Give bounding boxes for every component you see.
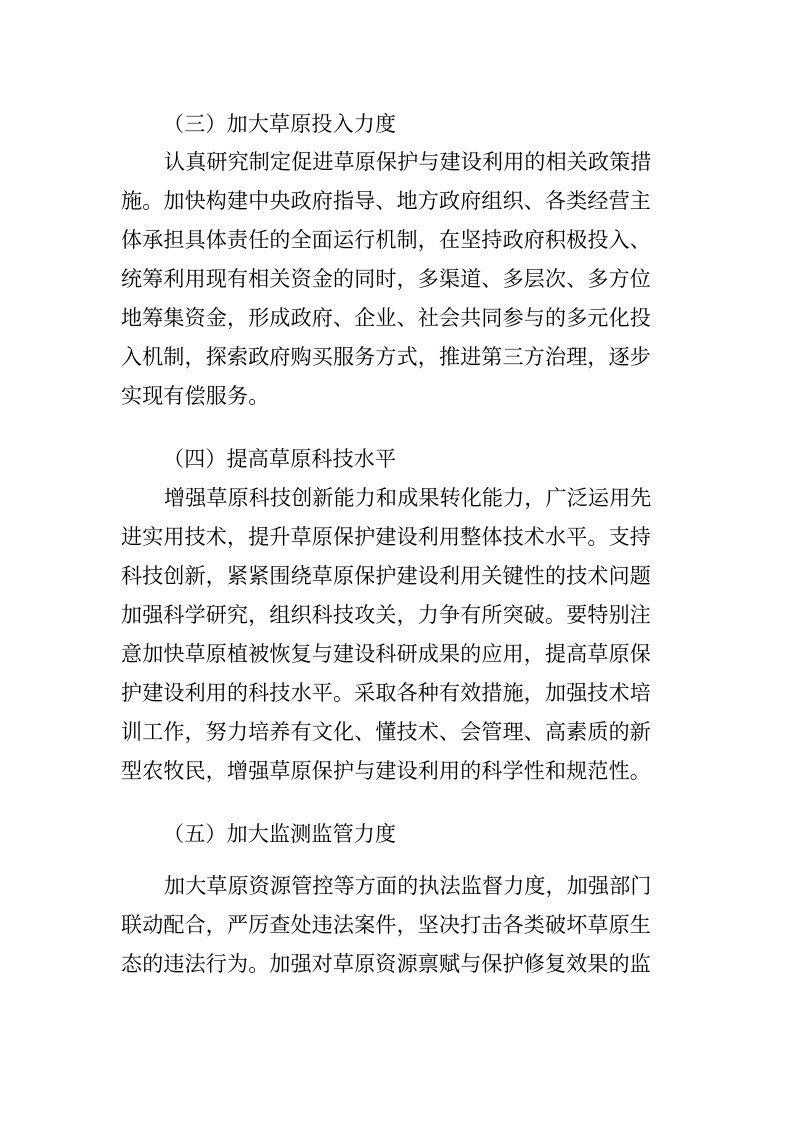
paragraph-line: 态的违法行为。加强对草原资源禀赋与保护修复效果的监	[121, 952, 651, 976]
paragraph-line: 科技创新，紧紧围绕草原保护建设利用关键性的技术问题	[121, 564, 651, 588]
paragraph-line: 认真研究制定促进草原保护与建设利用的相关政策措	[164, 150, 652, 174]
paragraph-line: 增强草原科技创新能力和成果转化能力，广泛运用先	[164, 486, 652, 510]
paragraph-line: 护建设利用的科技水平。采取各种有效措施，加强技术培	[121, 681, 651, 705]
paragraph-line: 加强科学研究，组织科技攻关，力争有所突破。要特别注	[121, 603, 651, 627]
paragraph-line: 实现有偿服务。	[121, 384, 270, 408]
paragraph-line: 意加快草原植被恢复与建设科研成果的应用，提高草原保	[121, 642, 651, 666]
paragraph-line: 加大草原资源管控等方面的执法监督力度，加强部门	[164, 874, 652, 898]
paragraph-line: 联动配合，严厉查处违法案件，坚决打击各类破坏草原生	[121, 913, 651, 937]
paragraph-line: 入机制，探索政府购买服务方式，推进第三方治理，逐步	[121, 345, 651, 369]
section-heading-5: （五）加大监测监管力度	[163, 822, 397, 846]
paragraph-line: 体承担具体责任的全面运行机制，在坚持政府积极投入、	[121, 228, 651, 252]
paragraph-line: 进实用技术，提升草原保护建设利用整体技术水平。支持	[121, 525, 651, 549]
section-heading-4: （四）提高草原科技水平	[163, 447, 397, 471]
paragraph-line: 型农牧民，增强草原保护与建设利用的科学性和规范性。	[121, 759, 651, 783]
paragraph-line: 施。加快构建中央政府指导、地方政府组织、各类经营主	[121, 189, 651, 213]
paragraph-line: 训工作，努力培养有文化、懂技术、会管理、高素质的新	[121, 720, 651, 744]
section-heading-3: （三）加大草原投入力度	[163, 112, 397, 136]
paragraph-line: 地筹集资金，形成政府、企业、社会共同参与的多元化投	[121, 306, 651, 330]
paragraph-line: 统筹利用现有相关资金的同时，多渠道、多层次、多方位	[121, 267, 651, 291]
